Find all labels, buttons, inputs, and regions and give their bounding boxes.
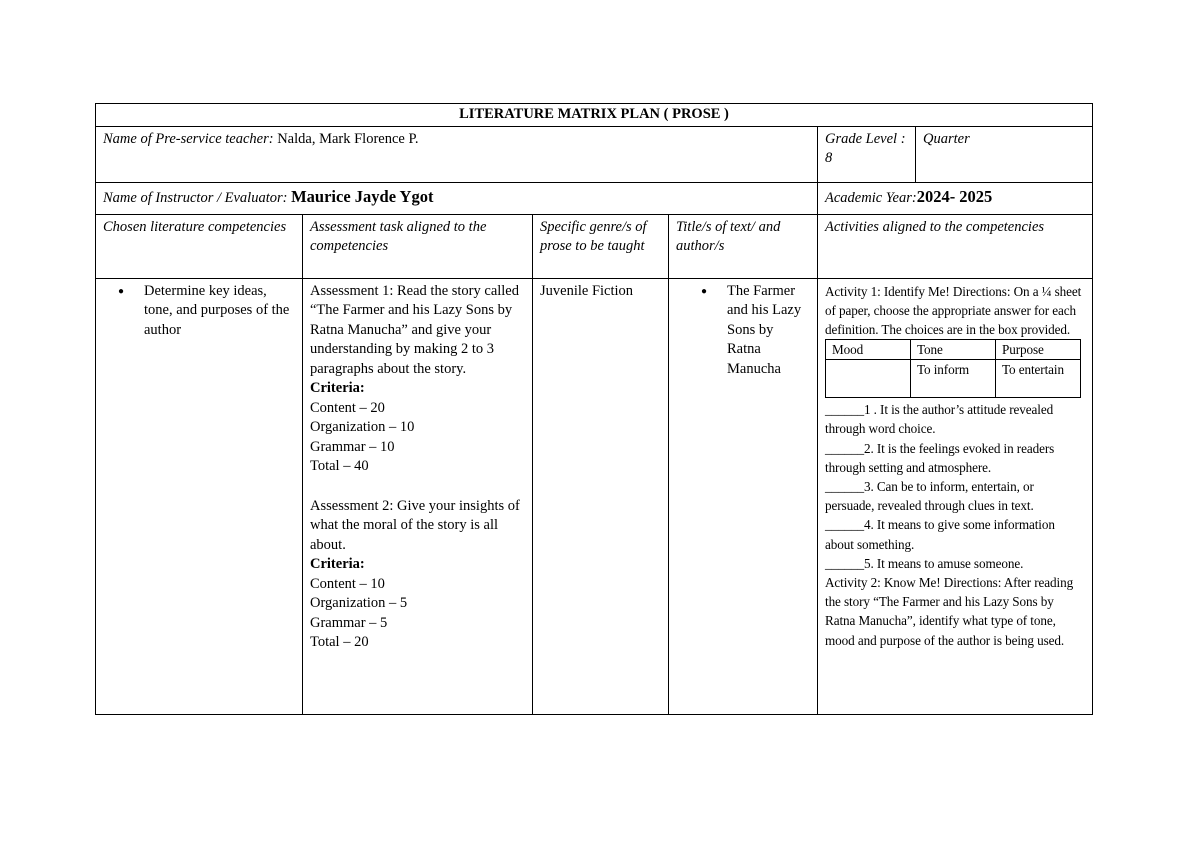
literature-matrix-table: [95, 103, 1093, 715]
activity-item: ______1 . It is the author’s attitude revealed through word choice.: [825, 402, 1054, 437]
instructor-label: Name of Instructor / Evaluator:: [103, 190, 288, 207]
quarter-label: Quarter: [923, 130, 970, 147]
criteria-item: Organization – 5: [310, 595, 408, 611]
criteria-item: Grammar – 10: [310, 438, 395, 455]
grade-cell: [818, 126, 916, 182]
choices-cell: To inform: [911, 360, 996, 398]
activity-item: ______4. It means to give some information about something.: [825, 517, 1055, 552]
column-header-genre: Specific genre/s of prose to be taught: [533, 214, 669, 278]
activity-1-intro: Activity 1: Identify Me! Directions: On a ¼ sheet of paper, choose the appropriate answer for each definition. The choices are in the box provided.: [825, 283, 1082, 337]
choices-cell: To entertain: [996, 360, 1081, 398]
academic-year-cell: [818, 182, 1093, 214]
criteria-item: Organization – 10: [310, 419, 415, 435]
choices-cell: [826, 360, 911, 398]
competency-item: ● Determine key ideas, tone, and purposes of the author: [144, 282, 295, 341]
text-title-item: ● The Farmer and his Lazy Sons by Ratna Manucha: [727, 282, 810, 380]
quarter-cell: [916, 126, 1093, 182]
activity-item: ______3. Can be to inform, entertain, or persuade, revealed through clues in text.: [825, 478, 1034, 514]
assessment-1-criteria-label: Criteria:: [310, 380, 365, 396]
criteria-item: Grammar – 5: [310, 614, 388, 631]
column-header-assessment: Assessment task aligned to the competencies: [303, 214, 533, 278]
column-header-competencies: Chosen literature competencies: [96, 214, 303, 278]
assessment-1-text: Assessment 1: Read the story called “The Farmer and his Lazy Sons by Ratna Manucha” and give your understanding by making 2 to 3 paragraphs about the story.: [310, 282, 519, 377]
competency-cell: [96, 278, 303, 714]
criteria-item: Content – 20: [310, 399, 385, 416]
grade-label: Grade Level : 8: [825, 130, 906, 166]
choices-header-purpose: Purpose: [996, 340, 1081, 360]
criteria-item: Total – 20: [310, 634, 369, 650]
choices-header-tone: Tone: [911, 340, 996, 360]
academic-year-label: Academic Year:: [825, 190, 917, 207]
genre-cell: Juvenile Fiction: [533, 278, 669, 714]
page-title: LITERATURE MATRIX PLAN ( PROSE ): [96, 104, 1093, 127]
activity-2-text: Activity 2: Know Me! Directions: After reading the story “The Farmer and his Lazy Sons by Ratna Manucha”, identify what type of tone, mood and purpose of the author is being used.: [825, 574, 1074, 648]
instructor-name: Maurice Jayde Ygot: [291, 187, 434, 207]
activity-item: ______2. It is the feelings evoked in readers through setting and atmosphere.: [825, 440, 1055, 475]
choices-header-mood: Mood: [826, 340, 911, 360]
criteria-item: Content – 10: [310, 575, 385, 592]
assessment-2-criteria-label: Criteria:: [310, 556, 365, 572]
academic-year-value: 2024- 2025: [916, 187, 993, 207]
assessment-cell: [303, 278, 533, 714]
criteria-item: Total – 40: [310, 458, 369, 474]
teacher-name: Nalda, Mark Florence P.: [277, 130, 419, 147]
column-header-activities: Activities aligned to the competencies: [818, 214, 1093, 278]
teacher-cell: [96, 126, 818, 182]
choices-table: [825, 339, 1081, 398]
spacer: [310, 477, 525, 497]
assessment-2-text: Assessment 2: Give your insights of what the moral of the story is all about.: [310, 497, 520, 553]
instructor-cell: [96, 182, 818, 214]
text-title-cell: [669, 278, 818, 714]
activities-cell: [818, 278, 1093, 714]
activity-item: ______5. It means to amuse someone.: [825, 555, 1024, 571]
column-header-titles: Title/s of text/ and author/s: [669, 214, 818, 278]
teacher-label: Name of Pre-service teacher:: [103, 130, 274, 147]
